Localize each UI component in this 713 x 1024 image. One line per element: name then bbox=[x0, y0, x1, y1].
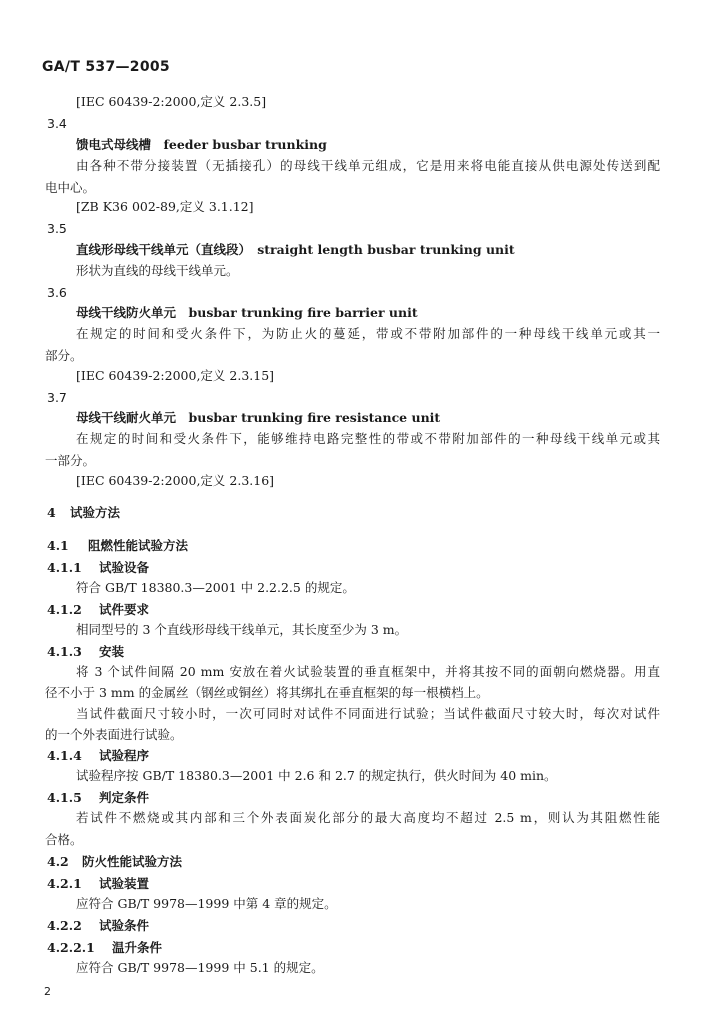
reference: [IEC 60439-2:2000,定义 2.3.5] bbox=[76, 94, 267, 109]
section-heading: 试验设备 bbox=[99, 560, 150, 575]
body-text: 应符合 GB/T 9978—1999 中第 4 章的规定。 bbox=[76, 896, 337, 911]
section-number: 4.1 bbox=[47, 538, 69, 553]
body-text: 相同型号的 3 个直线形母线干线单元，其长度至少为 3 m。 bbox=[76, 622, 408, 637]
section-number: 4 bbox=[47, 505, 56, 520]
definition-text: 形状为直线的母线干线单元。 bbox=[76, 263, 239, 278]
section-number: 3.6 bbox=[47, 285, 67, 300]
section-number: 4.1.3 bbox=[47, 644, 82, 659]
body-text: 应符合 GB/T 9978—1999 中 5.1 的规定。 bbox=[76, 960, 324, 975]
section-heading: 试验装置 bbox=[99, 876, 150, 891]
body-text: 的一个外表面进行试验。 bbox=[45, 727, 183, 742]
body-text: 径不小于 3 mm 的金属丝（钢丝或铜丝）将其绑扎在垂直框架的每一根横档上。 bbox=[45, 685, 489, 700]
section-heading: 防火性能试验方法 bbox=[82, 854, 183, 869]
section-heading: 阻燃性能试验方法 bbox=[88, 538, 189, 553]
section-heading: 试件要求 bbox=[99, 602, 150, 617]
section-heading: 判定条件 bbox=[99, 790, 150, 805]
definition-text: 由各种不带分接装置（无插接孔）的母线干线单元组成，它是用来将电能直接从供电源处传送到配 bbox=[76, 158, 660, 173]
standard-number: GA/T 537—2005 bbox=[42, 59, 170, 75]
term-title: 母线干线防火单元 busbar trunking fire barrier unit bbox=[76, 305, 418, 320]
reference: [ZB K36 002-89,定义 3.1.12] bbox=[76, 199, 254, 214]
section-number: 3.7 bbox=[47, 390, 67, 405]
reference: [IEC 60439-2:2000,定义 2.3.15] bbox=[76, 368, 275, 383]
section-number: 4.2 bbox=[47, 854, 69, 869]
definition-text: 在规定的时间和受火条件下，能够维持电路完整性的带或不带附加部件的一种母线干线单元或其 bbox=[76, 431, 660, 446]
section-number: 3.4 bbox=[47, 116, 67, 131]
section-number: 4.1.2 bbox=[47, 602, 82, 617]
body-text: 符合 GB/T 18380.3—2001 中 2.2.2.5 的规定。 bbox=[76, 580, 355, 595]
section-heading: 安装 bbox=[99, 644, 125, 659]
definition-text: 部分。 bbox=[45, 348, 83, 363]
section-heading: 温升条件 bbox=[112, 940, 163, 955]
section-number: 4.1.5 bbox=[47, 790, 82, 805]
section-number: 4.1.1 bbox=[47, 560, 82, 575]
body-text: 将 3 个试件间隔 20 mm 安放在着火试验装置的垂直框架中，并将其按不同的面朝向燃烧器。用直 bbox=[76, 664, 660, 679]
term-title: 直线形母线干线单元（直线段） straight length busbar trunking unit bbox=[76, 242, 515, 257]
reference: [IEC 60439-2:2000,定义 2.3.16] bbox=[76, 473, 275, 488]
section-heading: 试验方法 bbox=[70, 505, 121, 520]
section-heading: 试验程序 bbox=[99, 748, 150, 763]
section-number: 4.1.4 bbox=[47, 748, 82, 763]
section-heading: 试验条件 bbox=[99, 918, 150, 933]
definition-text: 在规定的时间和受火条件下，为防止火的蔓延，带或不带附加部件的一种母线干线单元或其一 bbox=[76, 326, 660, 341]
page-number: 2 bbox=[44, 985, 51, 998]
body-text: 若试件不燃烧或其内部和三个外表面炭化部分的最大高度均不超过 2.5 m，则认为其阻燃性能 bbox=[76, 810, 660, 825]
section-number: 4.2.2.1 bbox=[47, 940, 95, 955]
body-text: 合格。 bbox=[45, 832, 83, 847]
section-number: 3.5 bbox=[47, 221, 67, 236]
section-number: 4.2.2 bbox=[47, 918, 82, 933]
definition-text: 电中心。 bbox=[45, 180, 96, 195]
body-text: 当试件截面尺寸较小时，一次可同时对试件不同面进行试验；当试件截面尺寸较大时，每次对试件 bbox=[76, 706, 660, 721]
section-number: 4.2.1 bbox=[47, 876, 82, 891]
term-title: 馈电式母线槽 feeder busbar trunking bbox=[76, 137, 327, 152]
term-title: 母线干线耐火单元 busbar trunking fire resistance unit bbox=[76, 410, 441, 425]
body-text: 试验程序按 GB/T 18380.3—2001 中 2.6 和 2.7 的规定执行，供火时间为 40 min。 bbox=[76, 768, 557, 783]
definition-text: 一部分。 bbox=[45, 453, 96, 468]
